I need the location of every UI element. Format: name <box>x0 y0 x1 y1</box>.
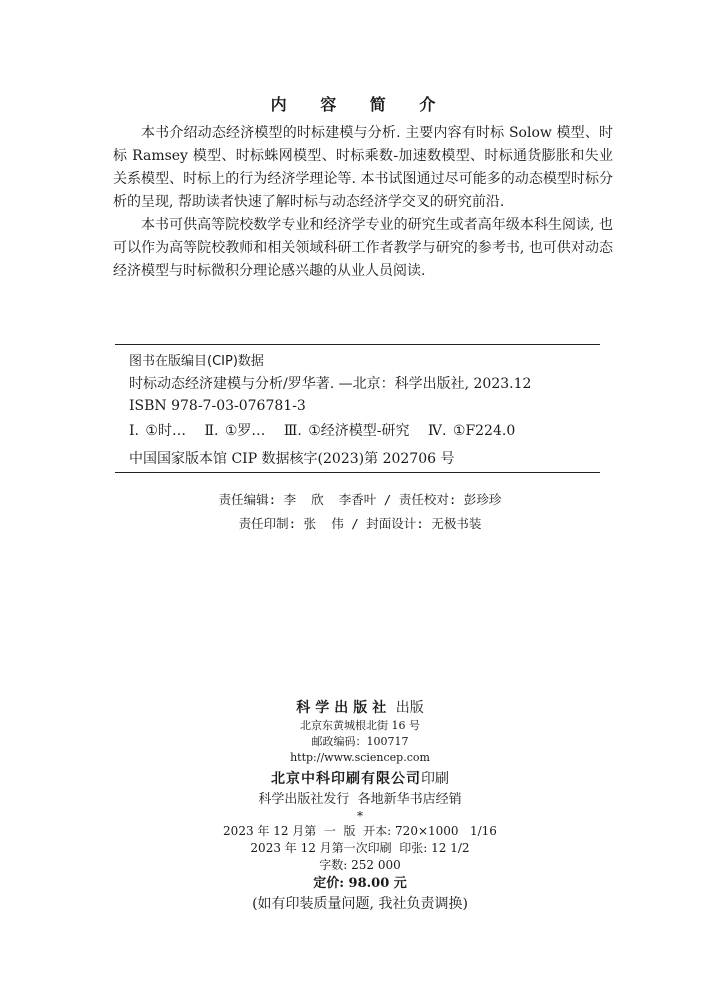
summary-paragraph-1: 本书介绍动态经济模型的时标建模与分析. 主要内容有时标 Solow 模型、时标 Ramsey 模型、时标蛛网模型、时标乘数-加速数模型、时标通货膨胀和失业关系模型、时标上的行为经济学理论等. 本书试图通过尽可能多的动态模型时标分析的呈现, 帮助读者快速了解时标与动态经济学交叉的研究前沿. <box>113 125 613 210</box>
summary-paragraph-2: 本书可供高等院校数学专业和经济学专业的研究生或者高年级本科生阅读, 也可以作为高等院校教师和相关领域科研工作者教学与研究的参考书, 也可供对动态经济模型与时标微积分理论感兴趣的从业人员阅读. <box>113 217 613 279</box>
cip-approval-number: 中国国家版本馆 CIP 数据核字(2023)第 202706 号 <box>129 451 455 467</box>
printer-line <box>0 769 720 790</box>
summary-title: 内 容 简 介 <box>270 95 450 114</box>
cip-isbn: ISBN 978-7-03-076781-3 <box>129 398 306 414</box>
quality-notice: (如有印装质量问题, 我社负责调换) <box>252 896 468 912</box>
price: 定价: 98.00 元 <box>313 876 407 891</box>
cip-data-block <box>115 344 600 473</box>
publisher-suffix: 出版 <box>395 700 424 716</box>
publisher-address: 北京东黄城根北街 16 号 <box>300 719 420 732</box>
printer-suffix: 印刷 <box>421 771 449 787</box>
cip-class-2: Ⅱ. ①罗… <box>204 423 266 439</box>
cip-heading: 图书在版编目(CIP)数据 <box>129 354 264 369</box>
editor-credits-line-1: 责任编辑: 李 欣 李香叶 / 责任校对: 彭珍珍 <box>218 492 502 507</box>
cip-classification <box>129 420 600 442</box>
cip-class-3: Ⅲ. ①经济模型-研究 <box>283 423 410 439</box>
editor-credits-line-2: 责任印制: 张 伟 / 封面设计: 无极书装 <box>238 516 482 531</box>
distribution-line: 科学出版社发行 各地新华书店经销 <box>258 792 462 807</box>
publisher-line <box>0 698 720 718</box>
edition-line: 2023 年 12 月第 一 版 开本: 720×1000 1/16 <box>223 824 497 838</box>
summary-text <box>113 122 613 283</box>
cip-title-line: 时标动态经济建模与分析/罗华著. —北京：科学出版社, 2023.12 <box>129 376 532 392</box>
cip-class-4: Ⅳ. ①F224.0 <box>428 423 516 439</box>
publisher-url: http://www.sciencep.com <box>290 751 430 764</box>
publisher-postcode: 邮政编码：100717 <box>311 735 409 748</box>
printing-line: 2023 年 12 月第一次印刷 印张: 12 1/2 <box>250 841 470 855</box>
word-count: 字数: 252 000 <box>319 858 401 872</box>
publisher-name: 科学出版社 <box>296 700 392 716</box>
printer-name: 北京中科印刷有限公司 <box>271 771 421 787</box>
editor-credits <box>0 488 720 536</box>
publication-info <box>0 698 720 915</box>
star-divider: * <box>357 809 363 823</box>
cip-class-1: Ⅰ. ①时… <box>129 423 186 439</box>
